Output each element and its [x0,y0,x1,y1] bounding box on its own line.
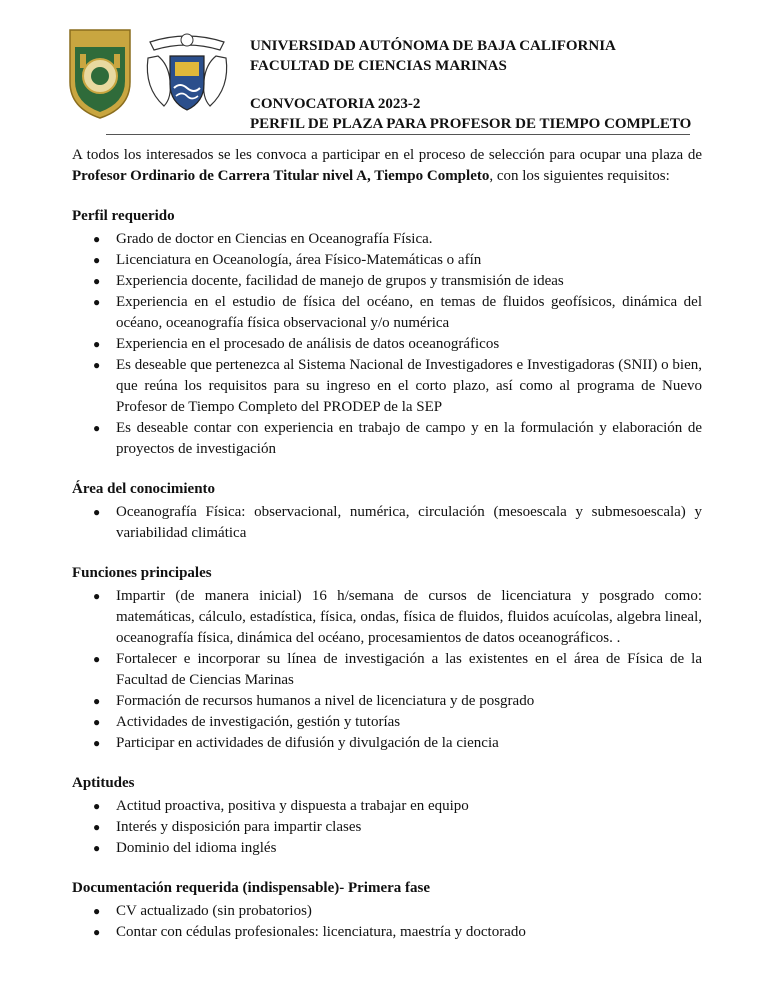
list-item: ● CV actualizado (sin probatorios) [72,901,702,922]
list-item: ● Experiencia en el procesado de análisis de datos oceanográficos [72,334,702,355]
list-item: ● Participar en actividades de difusión y divulgación de la ciencia [72,733,702,754]
bullet-icon: ● [93,694,101,708]
list-item: ● Fortalecer e incorporar su línea de investigación a las existentes en el área de Física de la Facultad de Ciencias Marinas [93,651,702,688]
section-title: Documentación requerida (indispensable)- Primera fase [72,880,431,896]
document-body [72,145,702,962]
header-titles [250,36,750,134]
bullet-list [72,901,702,943]
bullet-icon: ● [93,799,101,813]
section-documentacion [72,878,702,943]
bullet-icon: ● [93,295,101,309]
profile-title: PERFIL DE PLAZA PARA PROFESOR DE TIEMPO COMPLETO [250,116,692,132]
university-name: UNIVERSIDAD AUTÓNOMA DE BAJA CALIFORNIA [250,38,616,54]
intro-position-name: Profesor Ordinario de Carrera Titular nivel A, Tiempo Completo [72,168,490,184]
bullet-list [72,502,702,544]
document-header [0,0,773,140]
bullet-icon: ● [93,232,101,246]
faculty-name: FACULTAD DE CIENCIAS MARINAS [250,58,507,74]
list-item: ● Actitud proactiva, positiva y dispuesta a trabajar en equipo [72,796,702,817]
section-area [72,479,702,544]
list-item: ● Impartir (de manera inicial) 16 h/semana de cursos de licenciatura y posgrado como: matemáticas, cálculo, estadística, física, ondas, física de fluidos, fluidos acuícolas, algebra lineal, oceanografía física, dinámica del océano, procesamientos de datos oceanográficos. . [93,588,702,646]
bullet-icon: ● [93,736,101,750]
bullet-icon: ● [93,253,101,267]
list-item: ● Actividades de investigación, gestión y tutorías [72,712,702,733]
section-funciones [72,563,702,754]
bullet-icon: ● [93,421,101,435]
bullet-icon: ● [93,337,101,351]
list-item: ● Experiencia docente, facilidad de manejo de grupos y transmisión de ideas [72,271,702,292]
bullet-icon: ● [93,925,101,939]
call-title: CONVOCATORIA 2023-2 [250,96,421,112]
bullet-list [72,586,702,754]
list-item: ● Contar con cédulas profesionales: licenciatura, maestría y doctorado [72,922,702,943]
intro-text-start: A todos los interesados se les convoca a participar en el proceso de selección para ocupar una plaza de [72,147,702,163]
bullet-icon: ● [93,589,101,603]
bullet-icon: ● [93,358,101,372]
section-title: Perfil requerido [72,208,175,224]
list-item: ● Dominio del idioma inglés [72,838,702,859]
bullet-list [72,229,702,460]
section-title: Área del conocimiento [72,481,216,497]
section-perfil [72,206,702,460]
fcm-crest-logo [142,28,232,118]
section-title: Funciones principales [72,565,212,581]
bullet-icon: ● [93,715,101,729]
intro-paragraph [72,145,702,187]
bullet-icon: ● [93,841,101,855]
bullet-icon: ● [93,652,101,666]
list-item: ● Es deseable contar con experiencia en trabajo de campo y en la formulación y elaboración de proyectos de investigación [93,420,702,457]
bullet-icon: ● [93,274,101,288]
intro-text-end: , con los siguientes requisitos: [489,168,670,184]
list-item: ● Es deseable que pertenezca al Sistema Nacional de Investigadores e Investigadoras (SNII) o bien, que reúna los requisitos para su ingreso en el corto plazo, así como al programa de Nuevo Profesor de Tiempo Completo del PRODEP de la SEP [93,357,702,415]
list-item: ● Oceanografía Física: observacional, numérica, circulación (mesoescala y submesoescala) y variabilidad climática [93,504,702,541]
section-aptitudes [72,773,702,859]
list-item: ● Interés y disposición para impartir clases [72,817,702,838]
bullet-list [72,796,702,859]
section-title: Aptitudes [72,775,135,791]
uabc-shield-logo [66,24,134,120]
bullet-icon: ● [93,505,101,519]
bullet-icon: ● [93,820,101,834]
list-item: ● Licenciatura en Oceanología, área Físico-Matemáticas o afín [72,250,702,271]
bullet-icon: ● [93,904,101,918]
list-item: ● Formación de recursos humanos a nivel de licenciatura y de posgrado [72,691,702,712]
header-divider [106,134,690,135]
list-item: ● Grado de doctor en Ciencias en Oceanografía Física. [72,229,702,250]
list-item: ● Experiencia en el estudio de física del océano, en temas de fluidos geofísicos, dinámica del océano, oceanografía física observacional y/o numérica [93,294,702,331]
